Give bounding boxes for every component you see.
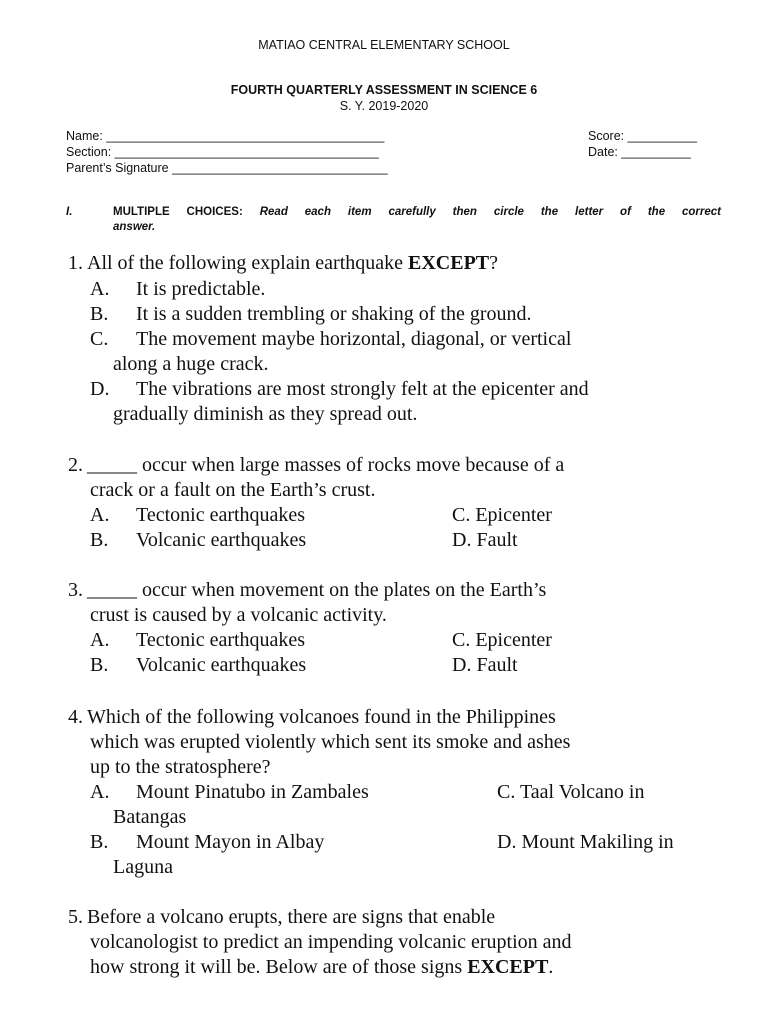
option-2b: B. Volcanic earthquakes — [90, 529, 307, 551]
question-number: 2. — [68, 454, 83, 476]
school-name: MATIAO CENTRAL ELEMENTARY SCHOOL — [258, 38, 510, 52]
part-instruction — [113, 206, 721, 218]
emphasis-except: EXCEPT — [467, 956, 549, 978]
question-1: 1. All of the following explain earthquake EXCEPT? — [68, 252, 499, 274]
option-4d-cont: Laguna — [113, 856, 173, 878]
option-2a: A. Tectonic earthquakes — [90, 504, 306, 526]
school-year: S. Y. 2019-2020 — [339, 99, 429, 113]
option-1c-cont: along a huge crack. — [113, 353, 269, 375]
parent-signature-field: Parent’s Signature _______________________________ — [66, 161, 388, 175]
question-2-line2: crack or a fault on the Earth’s crust. — [90, 479, 376, 501]
question-4-line3: up to the stratosphere? — [90, 756, 271, 778]
question-stem: All of the following explain earthquake — [87, 252, 409, 274]
option-1c: C. The movement maybe horizontal, diagonal, or vertical — [90, 328, 572, 350]
option-4a: A. Mount Pinatubo in Zambales — [90, 781, 369, 803]
part-number: I. — [66, 206, 73, 218]
question-number: 1. — [68, 252, 83, 274]
section-field: Section: ______________________________________ — [66, 145, 379, 159]
option-4c-cont: Batangas — [113, 806, 187, 828]
part-instruction-text: Read each item carefully then circle the letter of the correct — [259, 206, 721, 218]
option-4d: D. Mount Makiling in — [497, 831, 674, 853]
question-number: 3. — [68, 579, 83, 601]
emphasis-except: EXCEPT — [408, 252, 490, 274]
option-1a: A. It is predictable. — [90, 278, 266, 300]
question-3-line2: crust is caused by a volcanic activity. — [90, 604, 387, 626]
question-4: 4. Which of the following volcanoes found in the Philippines — [68, 706, 556, 728]
date-field: Date: __________ — [588, 145, 691, 159]
option-2d: D. Fault — [452, 529, 518, 551]
option-3d: D. Fault — [452, 654, 518, 676]
question-2: 2. _____ occur when large masses of rocks move because of a — [68, 454, 565, 476]
option-1b: B. It is a sudden trembling or shaking of the ground. — [90, 303, 532, 325]
option-2c: C. Epicenter — [452, 504, 552, 526]
assessment-title: FOURTH QUARTERLY ASSESSMENT IN SCIENCE 6 — [230, 83, 538, 97]
question-5: 5. Before a volcano erupts, there are signs that enable — [68, 906, 496, 928]
question-5-line2: volcanologist to predict an impending volcanic eruption and — [90, 931, 572, 953]
option-3c: C. Epicenter — [452, 629, 552, 651]
part-instruction-line2: answer. — [113, 221, 156, 233]
option-3a: A. Tectonic earthquakes — [90, 629, 306, 651]
option-4b: B. Mount Mayon in Albay — [90, 831, 325, 853]
question-number: 5. — [68, 906, 83, 928]
option-4c: C. Taal Volcano in — [497, 781, 645, 803]
name-field: Name: ________________________________________ — [66, 129, 385, 143]
question-5-line3: how strong it will be. Below are of those signs EXCEPT. — [90, 956, 554, 978]
question-3: 3. _____ occur when movement on the plates on the Earth’s — [68, 579, 547, 601]
question-number: 4. — [68, 706, 83, 728]
score-field: Score: __________ — [588, 129, 698, 143]
part-heading: MULTIPLE CHOICES: — [113, 206, 243, 218]
option-1d: D. The vibrations are most strongly felt at the epicenter and — [90, 378, 589, 400]
question-4-line2: which was erupted violently which sent its smoke and ashes — [90, 731, 571, 753]
option-3b: B. Volcanic earthquakes — [90, 654, 307, 676]
option-1d-cont: gradually diminish as they spread out. — [113, 403, 418, 425]
